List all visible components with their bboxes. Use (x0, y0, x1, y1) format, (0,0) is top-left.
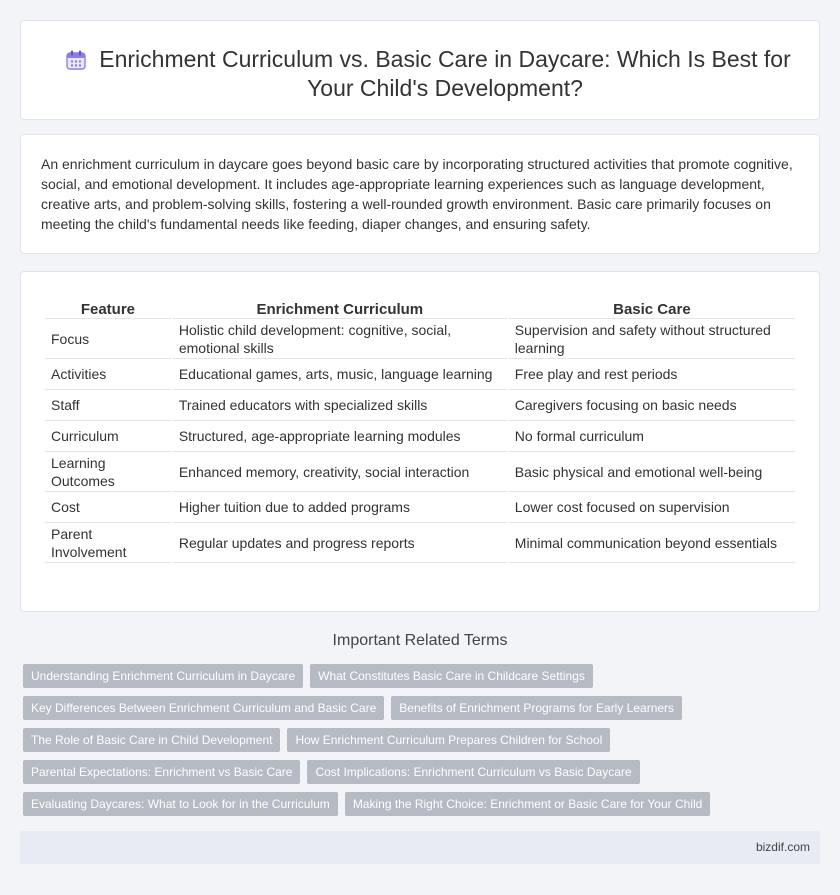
header-feature: Feature (45, 296, 171, 319)
page-title: Enrichment Curriculum vs. Basic Care in Daycare: Which Is Best for Your Child's Development? (99, 46, 791, 101)
related-term-tag[interactable]: Making the Right Choice: Enrichment or Basic Care for Your Child (345, 792, 711, 816)
related-term-tag[interactable]: The Role of Basic Care in Child Development (23, 728, 280, 752)
table-cell: Higher tuition due to added programs (173, 492, 507, 523)
table-cell: Structured, age-appropriate learning modules (173, 421, 507, 452)
table-cell: Caregivers focusing on basic needs (509, 390, 795, 421)
table-row (45, 492, 795, 523)
table-row (45, 319, 795, 359)
table-header-row (45, 296, 795, 319)
related-term-tag[interactable]: Understanding Enrichment Curriculum in Daycare (23, 664, 303, 688)
title-card (20, 20, 820, 120)
table-cell: Trained educators with specialized skills (173, 390, 507, 421)
related-term-tag[interactable]: Benefits of Enrichment Programs for Early Learners (391, 696, 682, 720)
table-row (45, 421, 795, 452)
related-term-tag[interactable]: How Enrichment Curriculum Prepares Children for School (287, 728, 610, 752)
related-term-tag[interactable]: Cost Implications: Enrichment Curriculum vs Basic Daycare (307, 760, 639, 784)
table-cell: Holistic child development: cognitive, social, emotional skills (173, 319, 507, 359)
table-cell: Free play and rest periods (509, 359, 795, 390)
related-term-tag[interactable]: Parental Expectations: Enrichment vs Basic Care (23, 760, 300, 784)
table-cell: Lower cost focused on supervision (509, 492, 795, 523)
table-cell: Minimal communication beyond essentials (509, 523, 795, 563)
footer (20, 831, 820, 864)
table-cell: Focus (45, 319, 171, 359)
table-row (45, 359, 795, 390)
related-term-tag[interactable]: Key Differences Between Enrichment Curriculum and Basic Care (23, 696, 384, 720)
table-cell: Educational games, arts, music, language learning (173, 359, 507, 390)
table-row (45, 523, 795, 563)
table-cell: Parent Involvement (45, 523, 171, 563)
related-term-tag[interactable]: Evaluating Daycares: What to Look for in the Curriculum (23, 792, 338, 816)
table-row (45, 452, 795, 492)
table-cell: Staff (45, 390, 171, 421)
related-terms-title: Important Related Terms (332, 632, 508, 649)
table-cell: Supervision and safety without structured learning (509, 319, 795, 359)
header-enrichment: Enrichment Curriculum (173, 296, 507, 319)
table-cell: Curriculum (45, 421, 171, 452)
table-row (45, 390, 795, 421)
intro-card (20, 134, 820, 254)
related-terms-list (23, 664, 823, 824)
comparison-card (20, 271, 820, 612)
table-cell: Basic physical and emotional well-being (509, 452, 795, 492)
table-cell: Cost (45, 492, 171, 523)
intro-paragraph: An enrichment curriculum in daycare goes beyond basic care by incorporating structured activities that promote cognitive, social, and emotional development. It includes age-appropriate learning experiences such as language development, creative arts, and problem-solving skills, fostering a well-rounded growth environment. Basic care primarily focuses on meeting the child's fundamental needs like feeding, diaper changes, and ensuring safety. (41, 156, 793, 232)
table-cell: Activities (45, 359, 171, 390)
table-cell: Learning Outcomes (45, 452, 171, 492)
related-term-tag[interactable]: What Constitutes Basic Care in Childcare Settings (310, 664, 593, 688)
table-cell: Regular updates and progress reports (173, 523, 507, 563)
table-cell: No formal curriculum (509, 421, 795, 452)
comparison-table (43, 296, 797, 563)
header-basic-care: Basic Care (509, 296, 795, 319)
table-cell: Enhanced memory, creativity, social interaction (173, 452, 507, 492)
footer-site-link[interactable]: bizdif.com (755, 840, 810, 854)
